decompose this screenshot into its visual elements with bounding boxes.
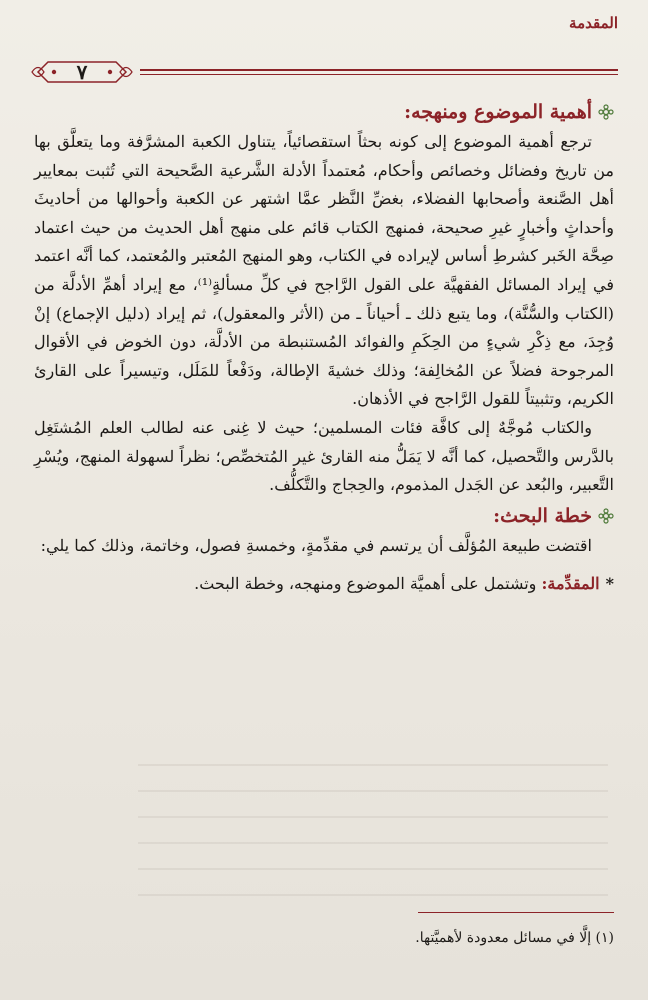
section-heading-text: أهمية الموضوع ومنهجه:	[404, 101, 592, 123]
section-heading-importance	[34, 96, 614, 128]
page-content	[34, 96, 614, 598]
plan-bullet-introduction	[34, 570, 614, 598]
footnote: (١) إلَّا في مسائل معدودة لأهميَّتها.	[415, 930, 614, 946]
header-rule-line-thin	[140, 74, 618, 75]
section-heading-text: خطة البحث:	[493, 504, 592, 527]
page-number-badge	[30, 56, 134, 88]
bullet-star: *	[605, 574, 614, 594]
plan-paragraph: اقتضت طبيعة المُؤلَّف أن يرتسم في مقدِّمةٍ، وخمسةِ فصول، وخاتمة، وذلك كما يلي:	[40, 535, 592, 555]
header-rule-line	[140, 69, 618, 71]
importance-paragraph-2: والكتاب مُوجَّهٌ إلى كافَّة فئات المسلمين؛ حيث لا غِنى عنه لطالب العلم المُشتَغِل بالدَّرس والتَّحصيل، كما أنَّه لا يَمَلُّ منه القارئ غير المُتخصِّص؛ نظراً لسهولة المنهج، ويُسْرِ التَّعبير، والبُعد عن الجَدل المذموم، والحِجاج والتَّكلُّف.	[34, 417, 614, 495]
section-heading-plan	[34, 500, 614, 532]
bullet-text: وتشتمل على أهميَّة الموضوع ومنهجه، وخطة البحث.	[194, 574, 542, 594]
importance-paragraph-1: ترجع أهمية الموضوع إلى كونه بحثاً استقصائياً، يتناول الكعبة المشرَّفة وما يتعلَّق بها من تاريخ وفضائل وخصائص وأحكام، مُعتمداً الأدلة الشَّرعية الصَّحيحة التي تُثبت بمعايير أهل الصَّنعة وأصحابها الفضلاء، بغضِّ النَّظر عمَّا اشتهر عن الكعبة وأحوالها من أحاديثَ وأحداثٍ وأخبارٍ غيرِ صحيحة، فمنهج الكتاب قائم على منهج أهل الحديث من حيث اعتماد صِحَّة الخَبر كشرطِ أساس لإيراده في الكتاب، وهو المنهج المُعتبر والمُعتمد، كما أنَّه اعتمد في إيراد المسائل الفقهيَّة على القول الرَّاجح في كلِّ مسألةٍ⁽¹⁾، مع إيراد أهمِّ الأدلَّة من (الكتاب والسُّنَّة)، وما يتبع ذلك ـ أحياناً ـ من (الأثر والمعقول)، ثم إيراد (دليل الإجماع) إنْ وُجِدَ، مع ذِكْرِ شيءٍ من الحِكَمِ والفوائد المُستنبطة من الأدلَّة، دون الخوض في الأقوال المرجوحة فضلاً عن المُخالِفة؛ وذلك خشيةَ الإطالة، ودَفْعاً للمَلَل، وتيسيراً على القارئ الكريم، وتثبيتاً للقول الرَّاجح في الأذهان.	[34, 132, 615, 409]
running-head: المقدمة	[569, 14, 618, 32]
bullet-label: المقدِّمة:	[541, 574, 600, 594]
footnote-rule	[418, 912, 614, 913]
page-number: ٧	[76, 60, 88, 84]
show-through-texture	[138, 764, 608, 904]
flower-ornament-icon	[598, 104, 614, 120]
flower-ornament-icon	[598, 508, 614, 524]
header-rule	[30, 60, 618, 88]
